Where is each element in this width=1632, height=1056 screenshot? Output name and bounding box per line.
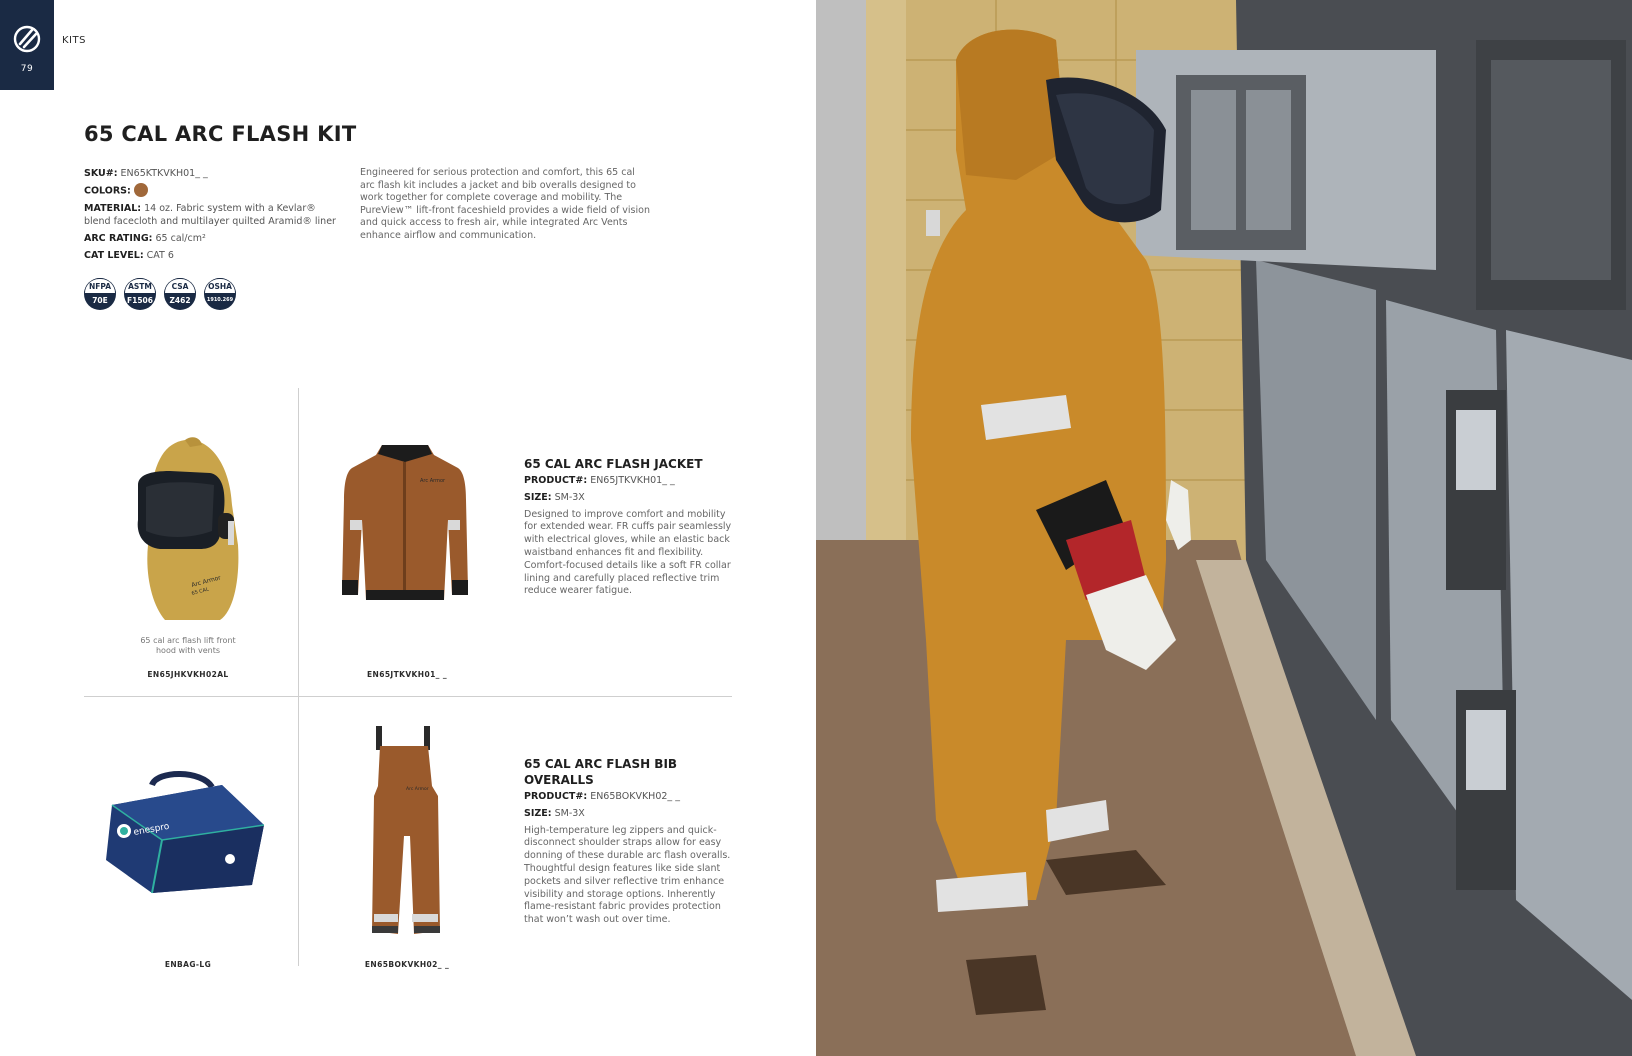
astm-badge-icon: ASTM F1506 (124, 278, 156, 310)
arc-rating-label: ARC RATING: (84, 233, 153, 244)
hood-image (130, 435, 250, 629)
hood-sku: EN65JHKVKH02AL (147, 670, 229, 679)
grid-divider-vertical (298, 388, 299, 966)
svg-text:Arc Armor: Arc Armor (420, 478, 446, 484)
arc-rating-value: 65 cal/cm² (155, 233, 206, 244)
bib-product-value: EN65BOKVKH02_ _ (590, 791, 680, 802)
bib-size-label: SIZE: (524, 807, 552, 819)
certification-badges (84, 278, 236, 310)
kit-specs (84, 167, 344, 266)
bib-image (366, 726, 446, 945)
bib-product-label: PRODUCT#: (524, 791, 588, 802)
jacket-image-sku: EN65JTKVKH01_ _ (367, 670, 447, 679)
jacket-description: Designed to improve comfort and mobility for extended wear. FR cuffs pair seamlessly with electrical gloves, while an elastic back waistband enhances fit and flexibility. Comfort-focused details like a soft FR collar lining and carefully placed reflective trim reduce wearer fatigue. (524, 508, 732, 597)
csa-badge-icon: CSA Z462 (164, 278, 196, 310)
jacket-size-label: SIZE: (524, 491, 552, 503)
svg-text:65 CAL: 65 CAL (190, 586, 210, 597)
jacket-size-value: SM-3X (554, 491, 585, 503)
brand-logo-icon (12, 24, 42, 54)
svg-text:Arc Armor: Arc Armor (190, 574, 222, 589)
cat-level-label: CAT LEVEL: (84, 250, 144, 261)
osha-badge-icon: OSHA 1910.269 (204, 278, 236, 310)
bag-image (102, 765, 272, 899)
bib-description: High-temperature leg zippers and quick-disconnect shoulder straps allow for easy donning of these durable arc flash overalls. Thoughtful design features like side slant pockets and silver reflective trim enhance visibility and storage options. Inherently flame-resistant fabric provides protection that won’t wash out over time. (524, 824, 731, 926)
jacket-image (340, 440, 470, 619)
cat-level-value: CAT 6 (146, 250, 174, 261)
nfpa-badge-icon: NFPA 70E (84, 278, 116, 310)
kit-description: Engineered for serious protection and comfort, this 65 cal arc flash kit includes a jacket and bib overalls designed to work together for complete coverage and mobility. The PureView™ lift-front faceshield provides a wide field of vision and quick access to fresh air, while integrated Arc Vents enhance airflow and communication. (360, 167, 650, 241)
bib-image-sku: EN65BOKVKH02_ _ (364, 960, 450, 969)
hood-caption: 65 cal arc flash lift front hood with vents (140, 636, 236, 655)
bib-size-value: SM-3X (554, 807, 585, 819)
jacket-title: 65 CAL ARC FLASH JACKET (524, 457, 703, 471)
colors-label: COLORS: (84, 185, 131, 197)
bib-title: 65 CAL ARC FLASH BIB OVERALLS (524, 757, 678, 787)
svg-text:enespro: enespro (132, 821, 171, 838)
bib-details (524, 756, 734, 927)
material-value: 14 oz. Fabric system with a Kevlar® blend facecloth and multilayer quilted Aramid® liner (84, 203, 336, 227)
page-number: 79 (20, 64, 34, 74)
jacket-product-value: EN65JTKVKH01_ _ (590, 475, 675, 486)
jacket-product-label: PRODUCT#: (524, 475, 588, 486)
sku-value: EN65KTKVKH01_ _ (120, 168, 208, 179)
grid-divider-horizontal (84, 696, 732, 697)
sku-label: SKU#: (84, 168, 118, 179)
section-tab (0, 0, 54, 90)
svg-text:Arc Armor: Arc Armor (406, 787, 429, 792)
jacket-details (524, 456, 734, 598)
color-swatch[interactable] (134, 183, 148, 197)
worker-photo (816, 0, 1632, 1056)
section-label: KITS (62, 35, 86, 46)
material-label: MATERIAL: (84, 203, 142, 214)
bag-sku: ENBAG-LG (164, 960, 212, 969)
kit-title: 65 CAL ARC FLASH KIT (84, 122, 357, 146)
